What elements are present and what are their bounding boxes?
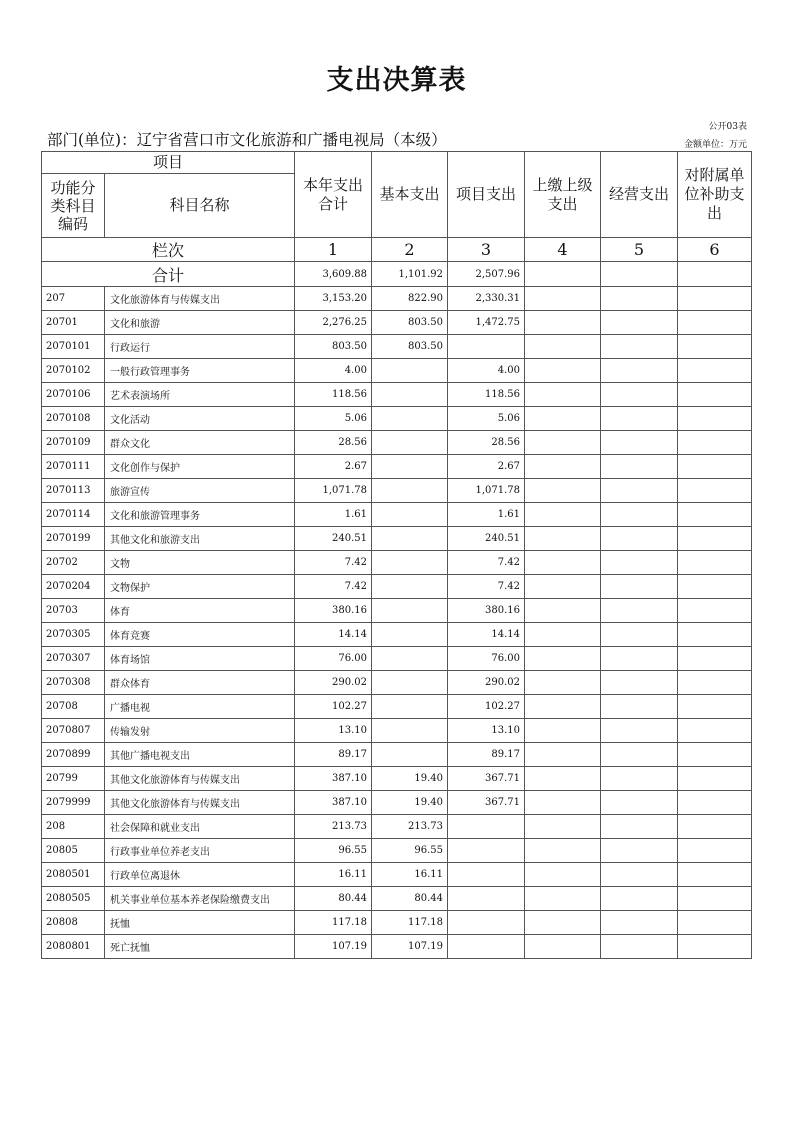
cell-basic — [372, 551, 448, 575]
cell-code: 2070307 — [42, 647, 105, 671]
cell-project: 102.27 — [448, 695, 525, 719]
table-row — [42, 671, 752, 695]
cell-project: 13.10 — [448, 719, 525, 743]
cell-project: 28.56 — [448, 431, 525, 455]
cell-project: 4.00 — [448, 359, 525, 383]
cell-total: 387.10 — [295, 791, 372, 815]
table-row — [42, 743, 752, 767]
empty-cell — [525, 671, 601, 695]
cell-basic — [372, 479, 448, 503]
cell-project — [448, 863, 525, 887]
empty-cell — [678, 719, 752, 743]
table-row — [42, 335, 752, 359]
empty-cell — [678, 262, 752, 287]
cell-project: 7.42 — [448, 575, 525, 599]
cell-code: 2080801 — [42, 935, 105, 959]
cell-name: 体育 — [105, 599, 295, 623]
cell-name: 艺术表演场所 — [105, 383, 295, 407]
table-code: 公开03表 — [708, 122, 747, 132]
cell-total: 387.10 — [295, 767, 372, 791]
empty-cell — [525, 503, 601, 527]
lanci-label: 栏次 — [42, 238, 295, 262]
cell-code: 2070102 — [42, 359, 105, 383]
total-label: 合计 — [42, 262, 295, 287]
empty-cell — [525, 599, 601, 623]
cell-basic: 19.40 — [372, 791, 448, 815]
cell-total: 118.56 — [295, 383, 372, 407]
cell-name: 旅游宣传 — [105, 479, 295, 503]
cell-code: 208 — [42, 815, 105, 839]
empty-cell — [601, 623, 678, 647]
empty-cell — [525, 887, 601, 911]
total-amount: 3,609.88 — [295, 262, 372, 287]
cell-project: 7.42 — [448, 551, 525, 575]
empty-cell — [525, 431, 601, 455]
cell-basic — [372, 455, 448, 479]
empty-cell — [525, 743, 601, 767]
empty-cell — [678, 767, 752, 791]
cell-code: 20702 — [42, 551, 105, 575]
lanci-num: 2 — [372, 238, 448, 262]
empty-cell — [601, 311, 678, 335]
cell-code: 2070108 — [42, 407, 105, 431]
empty-cell — [525, 551, 601, 575]
empty-cell — [601, 431, 678, 455]
header-total: 本年支出合计 — [295, 152, 372, 238]
cell-name: 群众文化 — [105, 431, 295, 455]
cell-project: 14.14 — [448, 623, 525, 647]
table-row — [42, 287, 752, 311]
cell-total: 1.61 — [295, 503, 372, 527]
cell-project: 240.51 — [448, 527, 525, 551]
cell-total: 89.17 — [295, 743, 372, 767]
cell-project — [448, 887, 525, 911]
cell-code: 2070101 — [42, 335, 105, 359]
page-title: 支出决算表 — [326, 65, 467, 96]
empty-cell — [525, 911, 601, 935]
empty-cell — [601, 407, 678, 431]
cell-basic: 96.55 — [372, 839, 448, 863]
empty-cell — [678, 911, 752, 935]
cell-total: 76.00 — [295, 647, 372, 671]
cell-code: 2080505 — [42, 887, 105, 911]
empty-cell — [678, 815, 752, 839]
empty-cell — [678, 359, 752, 383]
header-subsidy: 对附属单位补助支出 — [678, 152, 752, 238]
cell-total: 803.50 — [295, 335, 372, 359]
cell-project — [448, 935, 525, 959]
empty-cell — [601, 815, 678, 839]
table-row — [42, 479, 752, 503]
empty-cell — [678, 647, 752, 671]
table-row — [42, 503, 752, 527]
empty-cell — [525, 839, 601, 863]
empty-cell — [601, 479, 678, 503]
cell-basic — [372, 719, 448, 743]
cell-project: 367.71 — [448, 791, 525, 815]
cell-basic: 19.40 — [372, 767, 448, 791]
cell-project: 380.16 — [448, 599, 525, 623]
cell-name: 其他文化旅游体育与传媒支出 — [105, 791, 295, 815]
empty-cell — [601, 383, 678, 407]
empty-cell — [525, 791, 601, 815]
table-row — [42, 863, 752, 887]
cell-name: 行政运行 — [105, 335, 295, 359]
cell-code: 20703 — [42, 599, 105, 623]
cell-name: 其他文化旅游体育与传媒支出 — [105, 767, 295, 791]
total-basic: 1,101.92 — [372, 262, 448, 287]
cell-basic: 213.73 — [372, 815, 448, 839]
empty-cell — [678, 455, 752, 479]
cell-name: 广播电视 — [105, 695, 295, 719]
empty-cell — [678, 527, 752, 551]
cell-basic: 117.18 — [372, 911, 448, 935]
empty-cell — [678, 743, 752, 767]
header-row — [42, 152, 752, 174]
empty-cell — [525, 287, 601, 311]
cell-code: 2070199 — [42, 527, 105, 551]
cell-code: 2079999 — [42, 791, 105, 815]
table-row — [42, 527, 752, 551]
empty-cell — [601, 551, 678, 575]
table-row — [42, 719, 752, 743]
lanci-num: 3 — [448, 238, 525, 262]
cell-total: 3,153.20 — [295, 287, 372, 311]
cell-project — [448, 815, 525, 839]
cell-basic — [372, 647, 448, 671]
empty-cell — [678, 935, 752, 959]
empty-cell — [601, 743, 678, 767]
cell-name: 抚恤 — [105, 911, 295, 935]
cell-name: 行政单位离退休 — [105, 863, 295, 887]
cell-code: 20701 — [42, 311, 105, 335]
empty-cell — [601, 527, 678, 551]
cell-total: 1,071.78 — [295, 479, 372, 503]
cell-total: 7.42 — [295, 551, 372, 575]
table-row — [42, 887, 752, 911]
lanci-num: 6 — [678, 238, 752, 262]
cell-project: 76.00 — [448, 647, 525, 671]
cell-name: 文物保护 — [105, 575, 295, 599]
cell-code: 2070308 — [42, 671, 105, 695]
cell-basic — [372, 671, 448, 695]
header-upper: 上缴上级支出 — [525, 152, 601, 238]
cell-total: 4.00 — [295, 359, 372, 383]
cell-name: 体育竞赛 — [105, 623, 295, 647]
empty-cell — [678, 863, 752, 887]
empty-cell — [525, 479, 601, 503]
table-row — [42, 623, 752, 647]
cell-code: 2070111 — [42, 455, 105, 479]
cell-basic — [372, 527, 448, 551]
cell-basic: 803.50 — [372, 311, 448, 335]
total-project: 2,507.96 — [448, 262, 525, 287]
empty-cell — [525, 311, 601, 335]
table-row — [42, 839, 752, 863]
empty-cell — [678, 839, 752, 863]
total-row — [42, 262, 752, 287]
cell-total: 5.06 — [295, 407, 372, 431]
cell-total: 107.19 — [295, 935, 372, 959]
cell-code: 2080501 — [42, 863, 105, 887]
empty-cell — [678, 503, 752, 527]
header-name: 科目名称 — [105, 174, 295, 238]
cell-total: 28.56 — [295, 431, 372, 455]
header-project: 项目支出 — [448, 152, 525, 238]
cell-total: 102.27 — [295, 695, 372, 719]
cell-total: 13.10 — [295, 719, 372, 743]
cell-name: 文化活动 — [105, 407, 295, 431]
cell-total: 96.55 — [295, 839, 372, 863]
empty-cell — [601, 671, 678, 695]
department-label: 部门(单位)：辽宁省营口市文化旅游和广播电视局（本级） — [47, 131, 447, 149]
empty-cell — [525, 383, 601, 407]
table-row — [42, 551, 752, 575]
empty-cell — [678, 551, 752, 575]
cell-project: 1.61 — [448, 503, 525, 527]
cell-total: 7.42 — [295, 575, 372, 599]
cell-code: 2070899 — [42, 743, 105, 767]
cell-name: 传输发射 — [105, 719, 295, 743]
cell-name: 体育场馆 — [105, 647, 295, 671]
empty-cell — [525, 935, 601, 959]
header-business: 经营支出 — [601, 152, 678, 238]
empty-cell — [601, 767, 678, 791]
cell-project: 1,472.75 — [448, 311, 525, 335]
empty-cell — [525, 623, 601, 647]
cell-code: 20799 — [42, 767, 105, 791]
cell-code: 2070305 — [42, 623, 105, 647]
table-row — [42, 359, 752, 383]
empty-cell — [678, 431, 752, 455]
cell-project: 2,330.31 — [448, 287, 525, 311]
table-row — [42, 575, 752, 599]
cell-code: 2070204 — [42, 575, 105, 599]
empty-cell — [678, 383, 752, 407]
empty-cell — [678, 791, 752, 815]
cell-code: 207 — [42, 287, 105, 311]
empty-cell — [525, 359, 601, 383]
header-code: 功能分类科目编码 — [42, 174, 105, 238]
empty-cell — [525, 262, 601, 287]
empty-cell — [601, 287, 678, 311]
cell-basic — [372, 623, 448, 647]
cell-basic — [372, 743, 448, 767]
cell-basic: 80.44 — [372, 887, 448, 911]
empty-cell — [525, 575, 601, 599]
cell-basic: 803.50 — [372, 335, 448, 359]
cell-basic: 107.19 — [372, 935, 448, 959]
cell-basic — [372, 359, 448, 383]
lanci-num: 5 — [601, 238, 678, 262]
empty-cell — [525, 719, 601, 743]
table-row — [42, 791, 752, 815]
empty-cell — [525, 863, 601, 887]
empty-cell — [601, 575, 678, 599]
header-item: 项目 — [42, 152, 295, 174]
empty-cell — [601, 719, 678, 743]
table-row — [42, 383, 752, 407]
empty-cell — [678, 311, 752, 335]
expenditure-table — [41, 151, 752, 959]
table-row — [42, 767, 752, 791]
cell-total: 16.11 — [295, 863, 372, 887]
table-row — [42, 935, 752, 959]
cell-name: 文化旅游体育与传媒支出 — [105, 287, 295, 311]
cell-basic — [372, 599, 448, 623]
cell-total: 380.16 — [295, 599, 372, 623]
cell-code: 20708 — [42, 695, 105, 719]
empty-cell — [678, 575, 752, 599]
cell-project: 367.71 — [448, 767, 525, 791]
empty-cell — [525, 767, 601, 791]
cell-total: 2.67 — [295, 455, 372, 479]
empty-cell — [601, 503, 678, 527]
cell-basic — [372, 431, 448, 455]
lanci-num: 4 — [525, 238, 601, 262]
cell-total: 14.14 — [295, 623, 372, 647]
empty-cell — [601, 887, 678, 911]
cell-code: 2070807 — [42, 719, 105, 743]
cell-project — [448, 839, 525, 863]
empty-cell — [678, 287, 752, 311]
cell-name: 群众体育 — [105, 671, 295, 695]
empty-cell — [601, 695, 678, 719]
empty-cell — [601, 839, 678, 863]
empty-cell — [601, 599, 678, 623]
cell-name: 一般行政管理事务 — [105, 359, 295, 383]
empty-cell — [525, 647, 601, 671]
empty-cell — [601, 335, 678, 359]
cell-project: 1,071.78 — [448, 479, 525, 503]
cell-name: 文化和旅游管理事务 — [105, 503, 295, 527]
cell-code: 20808 — [42, 911, 105, 935]
empty-cell — [525, 695, 601, 719]
cell-name: 社会保障和就业支出 — [105, 815, 295, 839]
cell-basic: 822.90 — [372, 287, 448, 311]
cell-basic — [372, 383, 448, 407]
cell-basic — [372, 575, 448, 599]
cell-name: 行政事业单位养老支出 — [105, 839, 295, 863]
cell-name: 其他广播电视支出 — [105, 743, 295, 767]
empty-cell — [601, 791, 678, 815]
empty-cell — [678, 887, 752, 911]
empty-cell — [678, 599, 752, 623]
cell-basic — [372, 695, 448, 719]
cell-code: 2070114 — [42, 503, 105, 527]
table-row — [42, 431, 752, 455]
cell-project: 2.67 — [448, 455, 525, 479]
lanci-num: 1 — [295, 238, 372, 262]
empty-cell — [525, 335, 601, 359]
unit-label: 金额单位：万元 — [683, 140, 747, 150]
empty-cell — [601, 455, 678, 479]
cell-basic: 16.11 — [372, 863, 448, 887]
cell-name: 死亡抚恤 — [105, 935, 295, 959]
cell-total: 80.44 — [295, 887, 372, 911]
table-row — [42, 311, 752, 335]
empty-cell — [678, 407, 752, 431]
cell-project — [448, 911, 525, 935]
cell-basic — [372, 503, 448, 527]
cell-total: 2,276.25 — [295, 311, 372, 335]
cell-code: 2070109 — [42, 431, 105, 455]
cell-project: 290.02 — [448, 671, 525, 695]
table-row — [42, 647, 752, 671]
cell-total: 213.73 — [295, 815, 372, 839]
empty-cell — [601, 911, 678, 935]
cell-total: 290.02 — [295, 671, 372, 695]
empty-cell — [678, 695, 752, 719]
table-row — [42, 407, 752, 431]
empty-cell — [678, 479, 752, 503]
empty-cell — [525, 815, 601, 839]
cell-total: 240.51 — [295, 527, 372, 551]
empty-cell — [525, 455, 601, 479]
cell-total: 117.18 — [295, 911, 372, 935]
empty-cell — [601, 935, 678, 959]
cell-code: 20805 — [42, 839, 105, 863]
empty-cell — [678, 335, 752, 359]
cell-code: 2070113 — [42, 479, 105, 503]
header-basic: 基本支出 — [372, 152, 448, 238]
table-row — [42, 695, 752, 719]
cell-project: 89.17 — [448, 743, 525, 767]
empty-cell — [525, 407, 601, 431]
empty-cell — [601, 647, 678, 671]
cell-name: 文化和旅游 — [105, 311, 295, 335]
cell-name: 文物 — [105, 551, 295, 575]
empty-cell — [601, 359, 678, 383]
empty-cell — [678, 623, 752, 647]
cell-project: 118.56 — [448, 383, 525, 407]
cell-project: 5.06 — [448, 407, 525, 431]
cell-basic — [372, 407, 448, 431]
cell-name: 文化创作与保护 — [105, 455, 295, 479]
empty-cell — [601, 863, 678, 887]
cell-code: 2070106 — [42, 383, 105, 407]
cell-name: 机关事业单位基本养老保险缴费支出 — [105, 887, 295, 911]
table-row — [42, 911, 752, 935]
empty-cell — [525, 527, 601, 551]
empty-cell — [601, 262, 678, 287]
empty-cell — [678, 671, 752, 695]
table-row — [42, 815, 752, 839]
table-row — [42, 455, 752, 479]
table-row — [42, 599, 752, 623]
lanci-row — [42, 238, 752, 262]
cell-project — [448, 335, 525, 359]
cell-name: 其他文化和旅游支出 — [105, 527, 295, 551]
